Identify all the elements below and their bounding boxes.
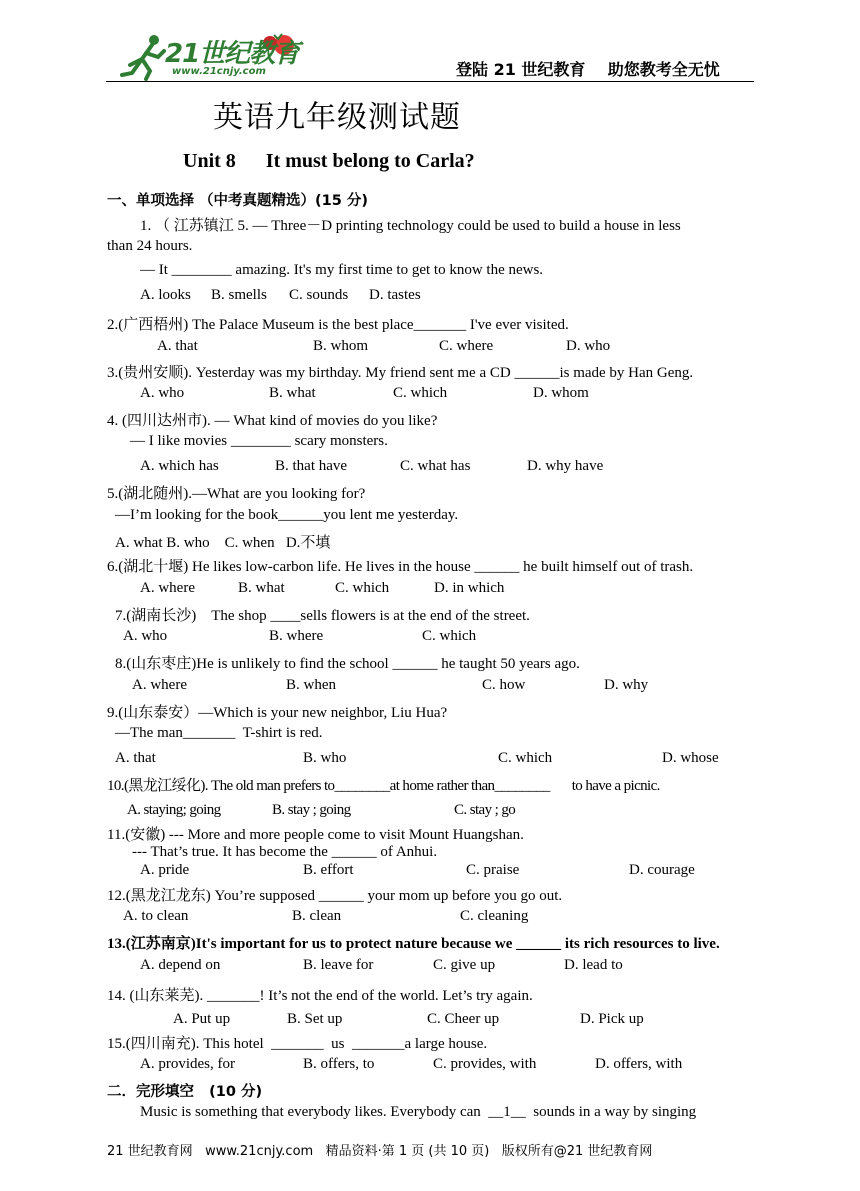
option-b: B. effort: [303, 862, 354, 878]
question-8: 8.(山东枣庄)He is unlikely to find the school ______ he taught 50 years ago.: [115, 656, 580, 672]
question-3: 3.(贵州安顺). Yesterday was my birthday. My friend sent me a CD ______is made by Han Geng.: [107, 365, 694, 381]
question-1-line-3: — It ________ amazing. It's my first time to get to know the news.: [140, 262, 544, 278]
option-c: C. which: [393, 385, 448, 401]
option-b: B. leave for: [303, 957, 374, 973]
option-d: D. Pick up: [580, 1011, 644, 1027]
option-a: A. who: [123, 628, 168, 644]
option-d: D. who: [566, 338, 611, 354]
option-b: B. when: [286, 677, 336, 693]
option-c: C. which: [335, 580, 390, 596]
option-c: C. stay ; go: [454, 802, 516, 818]
question-5-line-2: —I’m looking for the book______you lent me yesterday.: [115, 507, 459, 523]
option-d: D. offers, with: [595, 1056, 683, 1072]
runner-icon: [122, 35, 164, 79]
option-d: D. whom: [533, 385, 589, 401]
page-footer: 21 世纪教育网 www.21cnjy.com 精品资料·第 1 页 (共 10 页) 版权所有@21 世纪教育网: [107, 1144, 653, 1159]
option-a: A. staying; going: [127, 802, 221, 818]
question-14: 14. (山东莱芜). _______! It’s not the end of the world. Let’s try again.: [107, 988, 533, 1004]
question-13-text: 13.(江苏南京)It's important for us to protect nature because we ______ its rich resources to live.: [107, 936, 720, 952]
option-a: A. pride: [140, 862, 190, 878]
option-b: B. where: [269, 628, 324, 644]
option-b: B. stay ; going: [272, 802, 351, 818]
option-c: C. praise: [466, 862, 520, 878]
question-12: 12.(黑龙江龙东) You’re supposed ______ your mom up before you go out.: [107, 888, 563, 904]
option-d: D. lead to: [564, 957, 623, 973]
option-d: D. courage: [629, 862, 695, 878]
option-a: A. which has: [140, 458, 219, 474]
option-a: A. looks: [140, 287, 191, 303]
option-b: B. Set up: [287, 1011, 343, 1027]
option-c: C. what has: [400, 458, 471, 474]
option-c: C. where: [439, 338, 494, 354]
page-title: 英语九年级测试题: [213, 100, 461, 135]
question-5: 5.(湖北随州).—What are you looking for?: [107, 486, 366, 502]
question-4: 4. (四川达州市). — What kind of movies do you like?: [107, 413, 438, 429]
question-9: 9.(山东泰安）—Which is your new neighbor, Liu Hua?: [107, 705, 448, 721]
option-b: B. whom: [313, 338, 369, 354]
option-c: C. Cheer up: [427, 1011, 500, 1027]
question-9-line-2: —The man_______ T-shirt is red.: [115, 725, 323, 741]
question-11-line-2: --- That’s true. It has become the ______ of Anhui.: [132, 844, 438, 860]
question-10: 10.(黑龙江绥化). The old man prefers to________at home rather than________ to have a picnic.: [107, 778, 660, 794]
section-heading-1: 一、单项选择 （中考真题精选）(15 分): [107, 193, 369, 209]
option-c: C. which: [422, 628, 477, 644]
option-b: B. clean: [292, 908, 342, 924]
section-heading-2: 二．完形填空 (10 分): [107, 1084, 263, 1100]
option-a: A. that: [115, 750, 156, 766]
option-a: A. where: [132, 677, 187, 693]
question-15: 15.(四川南充). This hotel _______ us _______a large house.: [107, 1036, 488, 1052]
question-1-line-1: 1. （ 江苏镇江 5. — Three－D printing technology could be used to build a house in less: [140, 218, 681, 234]
option-b: B. who: [303, 750, 347, 766]
question-4-line-2: — I like movies ________ scary monsters.: [130, 433, 388, 449]
option-d: D. why: [604, 677, 649, 693]
question-13: [107, 932, 720, 953]
option-d: D. whose: [662, 750, 719, 766]
option-c: C. cleaning: [460, 908, 529, 924]
option-b: B. what: [269, 385, 316, 401]
option-a: A. who: [140, 385, 185, 401]
option-a: A. provides, for: [140, 1056, 235, 1072]
question-5-options: A. what B. who C. when D.不填: [115, 535, 331, 551]
option-a: A. to clean: [123, 908, 189, 924]
header-divider: [106, 81, 754, 82]
logo-text: 21世纪教育: [165, 39, 300, 69]
logo-url: www.21cnjy.com: [172, 66, 266, 77]
option-a: A. that: [157, 338, 198, 354]
question-2: 2.(广西梧州) The Palace Museum is the best place_______ I've ever visited.: [107, 317, 569, 333]
option-a: A. Put up: [173, 1011, 231, 1027]
option-c: C. which: [498, 750, 553, 766]
option-a: A. where: [140, 580, 195, 596]
option-b: B. that have: [275, 458, 348, 474]
option-c: C. how: [482, 677, 526, 693]
header-slogan: 登陆 21 世纪教育 助您教考全无忧: [456, 60, 720, 79]
question-11: 11.(安徽) --- More and more people come to visit Mount Huangshan.: [107, 827, 524, 843]
option-c: C. sounds: [289, 287, 349, 303]
option-d: D. tastes: [369, 287, 421, 303]
option-b: B. offers, to: [303, 1056, 375, 1072]
unit-subtitle: Unit 8 It must belong to Carla?: [183, 150, 475, 172]
cloze-passage-line-1: Music is something that everybody likes. Everybody can __1__ sounds in a way by singing: [140, 1104, 697, 1120]
option-b: B. what: [238, 580, 285, 596]
option-b: B. smells: [211, 287, 267, 303]
question-6: 6.(湖北十堰) He likes low-carbon life. He lives in the house ______ he built himself out of trash.: [107, 559, 694, 575]
question-7: 7.(湖南长沙) The shop ____sells flowers is at the end of the street.: [115, 608, 530, 624]
question-1-line-2: than 24 hours.: [107, 238, 193, 254]
option-d: D. in which: [434, 580, 505, 596]
option-c: C. provides, with: [433, 1056, 537, 1072]
option-c: C. give up: [433, 957, 496, 973]
option-a: A. depend on: [140, 957, 221, 973]
option-d: D. why have: [527, 458, 604, 474]
